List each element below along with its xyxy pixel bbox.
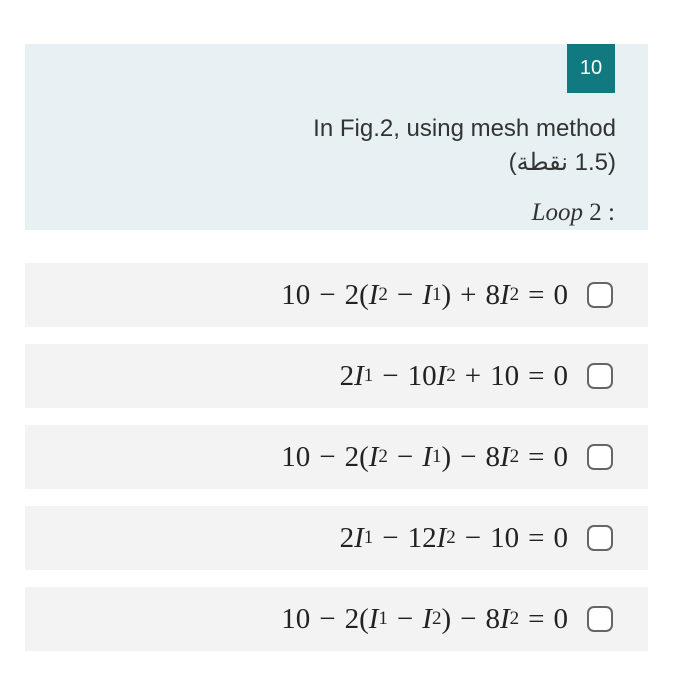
option-equation: 2 I 1 − 12 I 2 − 10 = 0 (339, 521, 568, 554)
question-text: In Fig.2, using mesh method (313, 115, 616, 142)
question-points: (1.5 نقطة) (508, 149, 616, 176)
loop-word: Loop (531, 199, 584, 226)
question-number-badge: 10 (567, 44, 615, 93)
loop-number: 2 (589, 199, 602, 226)
answer-option-1[interactable] (25, 263, 648, 327)
answer-option-3[interactable] (25, 425, 648, 489)
option-equation: 10 − 2( I 2 − I 1 ) − 8 I 2 = 0 (281, 440, 568, 473)
option-equation: 10 − 2( I 1 − I 2 ) − 8 I 2 = 0 (281, 602, 568, 635)
option-checkbox[interactable] (587, 444, 613, 470)
answer-option-2[interactable] (25, 344, 648, 408)
answer-option-4[interactable] (25, 506, 648, 570)
loop-label (532, 199, 615, 227)
option-equation: 2 I 1 − 10 I 2 + 10 = 0 (339, 359, 568, 392)
option-checkbox[interactable] (587, 363, 613, 389)
question-card (25, 44, 648, 230)
option-checkbox[interactable] (587, 525, 613, 551)
option-checkbox[interactable] (587, 606, 613, 632)
option-checkbox[interactable] (587, 282, 613, 308)
loop-colon: : (608, 199, 615, 226)
option-equation: 10 − 2( I 2 − I 1 ) + 8 I 2 = 0 (281, 278, 568, 311)
answer-option-5[interactable] (25, 587, 648, 651)
